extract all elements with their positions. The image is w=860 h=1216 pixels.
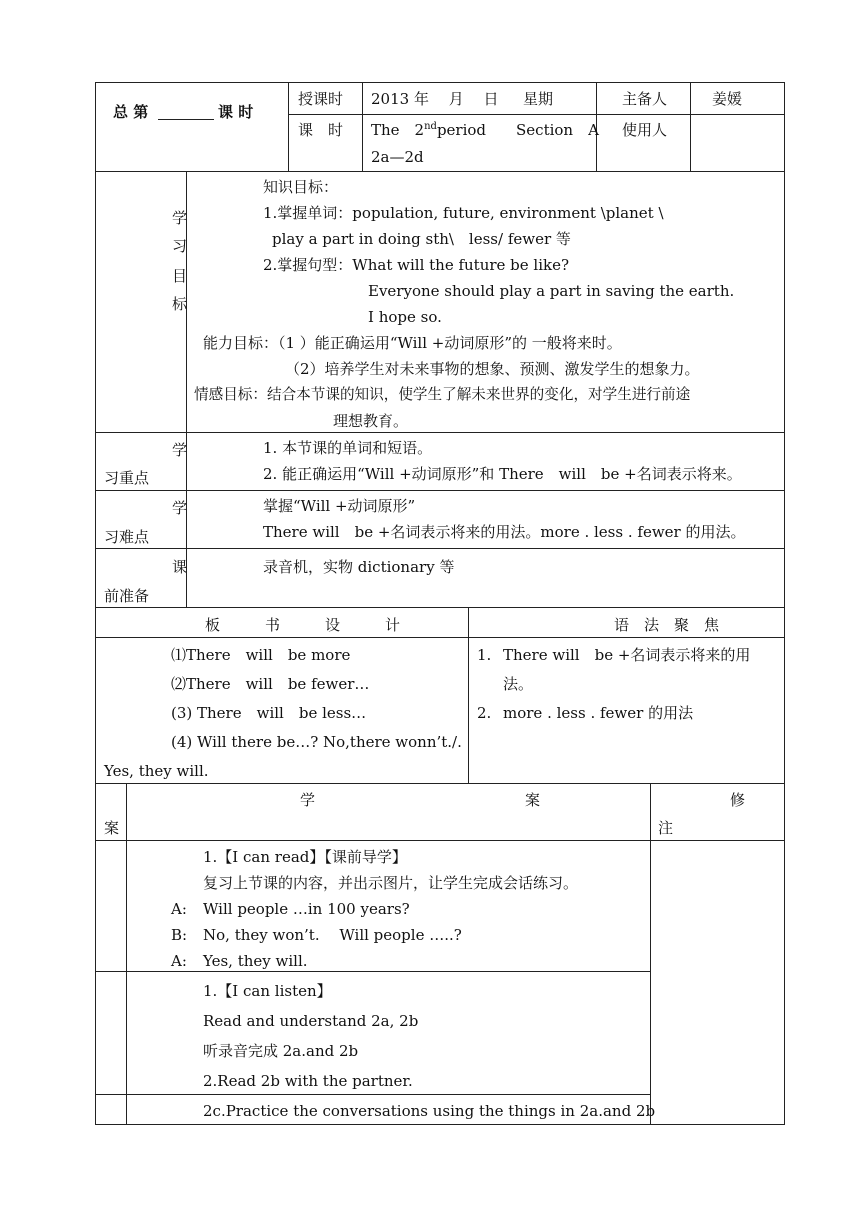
period-unit-label: 课 时 (218, 103, 254, 121)
objective-line: 1.掌握单词：population, future, environment \planet \ (263, 204, 664, 222)
label-user: 使用人 (622, 121, 668, 139)
grammar-item-text: 法。 (503, 675, 534, 693)
objective-line: Everyone should play a part in saving the earth. (368, 282, 735, 300)
lesson-sup: nd (424, 121, 437, 132)
section-line: 2.Read 2b with the partner. (203, 1072, 413, 1090)
period-total-label: 总 第 (113, 103, 149, 121)
objective-line: 情感目标：结合本节课的知识，使学生了解未来世界的变化，对学生进行前途 (194, 386, 691, 403)
preparer-name: 姜媛 (712, 90, 743, 108)
preparation-text: 录音机，实物 dictionary 等 (263, 558, 455, 576)
preparation-label-bottom: 前准备 (104, 587, 150, 605)
dialog-text: No, they won’t. Will people …..? (203, 926, 462, 944)
label-lesson: 课 时 (298, 121, 344, 139)
grammar-item-text: more . less . fewer 的用法 (503, 704, 694, 722)
dialog-speaker: A: (171, 900, 187, 918)
board-line: Yes, they will. (104, 762, 209, 780)
section-title: 1.【I can read】【课前导学】 (203, 848, 407, 866)
board-line: ⑵There will be fewer… (171, 675, 370, 693)
lesson-text (371, 120, 599, 140)
notes-title-top: 修 (730, 791, 746, 809)
grammar-item-num: 2. (477, 704, 492, 722)
grammar-title: 语 法 聚 焦 (614, 616, 720, 634)
period-blank (158, 119, 214, 120)
dialog-text: Yes, they will. (203, 952, 308, 970)
label-time: 授课时 (298, 90, 344, 108)
grammar-item-num: 1. (477, 646, 492, 664)
dialog-text: Will people …in 100 years? (203, 900, 410, 918)
objectives-label-1: 学 (172, 209, 188, 227)
key-points-label-bottom: 习重点 (104, 469, 150, 487)
plan-title-right: 案 (525, 791, 541, 809)
lesson-post: period Section A (436, 121, 599, 139)
plan-title-left: 学 (300, 791, 316, 809)
lesson-pre: The 2 (371, 121, 425, 139)
key-point-line: 1. 本节课的单词和短语。 (263, 439, 433, 457)
key-points-label-top: 学 (172, 441, 188, 459)
objectives-label-3: 目 (172, 267, 188, 285)
objective-line: play a part in doing sth\ less/ fewer 等 (272, 230, 571, 248)
label-preparer: 主备人 (622, 90, 668, 108)
objective-line: （2）培养学生对未来事物的想象、预测、激发学生的想象力。 (285, 360, 700, 378)
objective-line: 知识目标： (263, 178, 339, 196)
objectives-label-2: 习 (172, 237, 188, 255)
board-title: 板 书 设 计 (205, 616, 401, 634)
difficulty-line: There will be +名词表示将来的用法。more . less . fewer 的用法。 (263, 523, 746, 541)
section-line: 听录音完成 2a.and 2b (203, 1042, 359, 1060)
key-point-line: 2. 能正确运用“Will +动词原形”和 There will be +名词表示将来。 (263, 465, 742, 483)
objectives-label-4: 标 (172, 295, 188, 313)
section-line: 2c.Practice the conversations using the things in 2a.and 2b (203, 1102, 656, 1120)
board-line: (4) Will there be…? No,there wonn’t./. (171, 733, 462, 751)
notes-title-bottom: 注 (658, 819, 674, 837)
preparation-label-top: 课 (172, 558, 188, 576)
objective-line: 理想教育。 (333, 412, 409, 430)
objective-line: 2.掌握句型：What will the future be like? (263, 256, 570, 274)
section-line: Read and understand 2a, 2b (203, 1012, 419, 1030)
dialog-speaker: A: (171, 952, 187, 970)
objective-line: 能力目标：（1 ）能正确运用“Will +动词原形”的 一般将来时。 (203, 334, 622, 352)
difficulties-label-bottom: 习难点 (104, 528, 150, 546)
dialog-speaker: B: (171, 926, 188, 944)
grammar-item-text: There will be +名词表示将来的用 (503, 646, 751, 664)
date-text: 2013 年 月 日 星期 (371, 90, 554, 108)
section-description: 复习上节课的内容，并出示图片，让学生完成会话练习。 (203, 874, 579, 892)
board-line: (3) There will be less… (171, 704, 367, 722)
lesson-line2: 2a—2d (371, 148, 424, 166)
difficulty-line: 掌握“Will +动词原形” (263, 497, 416, 515)
plan-left-label: 案 (104, 819, 120, 837)
board-line: ⑴There will be more (171, 646, 351, 664)
section-line: 1.【I can listen】 (203, 982, 332, 1000)
objective-line: I hope so. (368, 308, 442, 326)
difficulties-label-top: 学 (172, 499, 188, 517)
